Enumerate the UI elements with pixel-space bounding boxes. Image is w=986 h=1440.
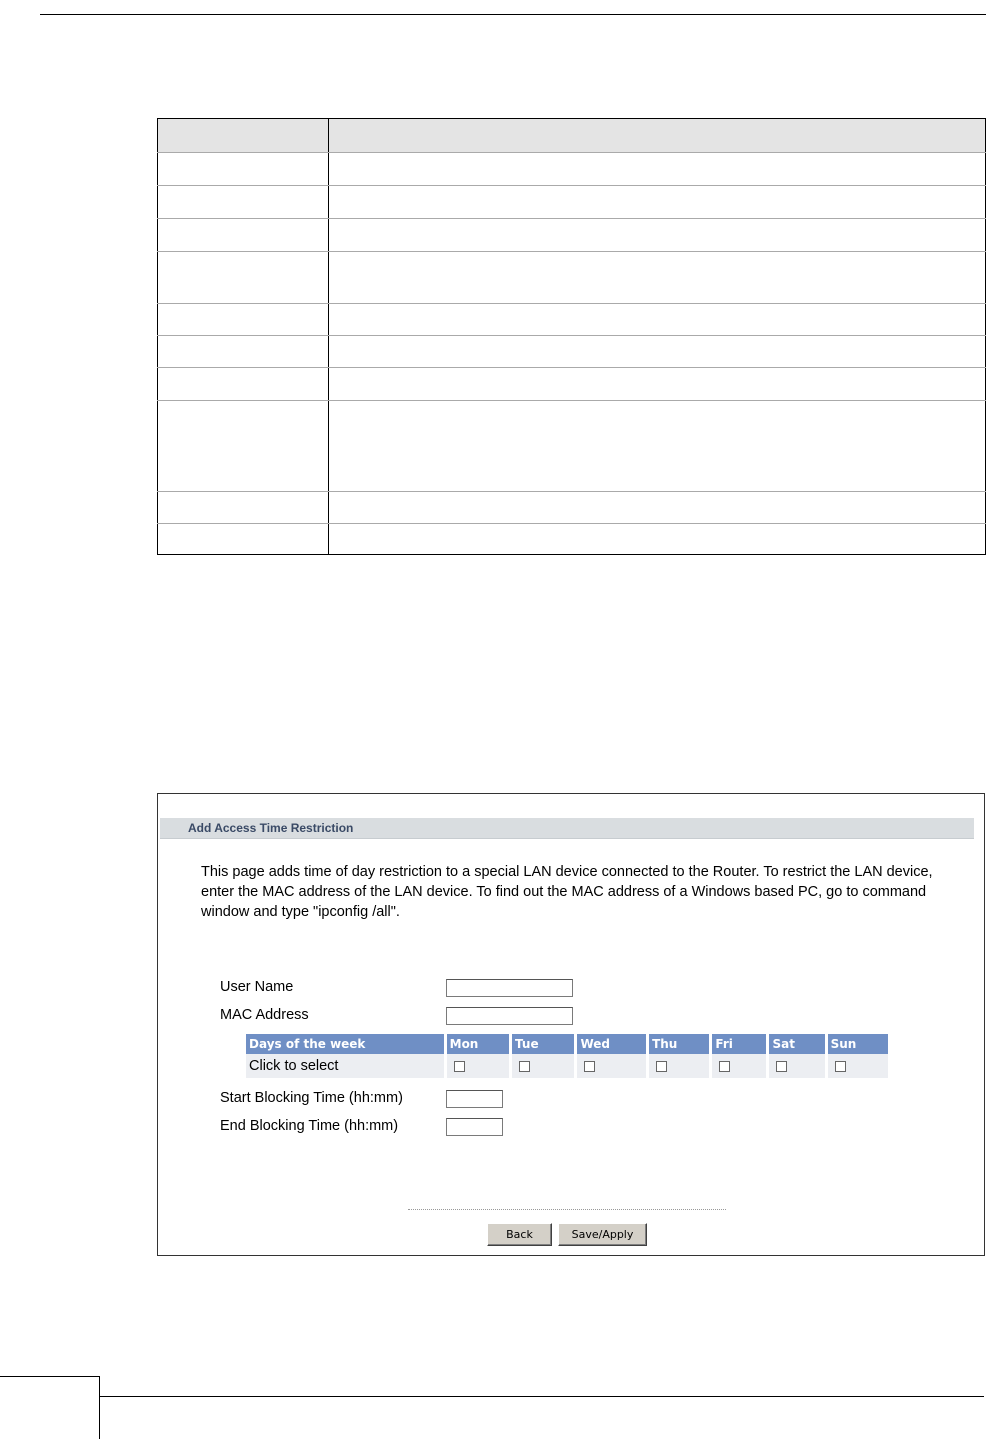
start-blocking-time-input[interactable] (446, 1090, 503, 1108)
table-row (158, 153, 986, 186)
checkbox-sun[interactable] (835, 1061, 846, 1072)
panel-title-bar (160, 818, 974, 839)
row-label (158, 368, 329, 401)
footer-rule (100, 1396, 984, 1397)
label-column-header (158, 119, 329, 153)
user-name-label: User Name (220, 979, 294, 995)
start-blocking-time-label: Start Blocking Time (hh:mm) (220, 1090, 403, 1106)
access-time-restriction-screenshot (157, 793, 985, 1256)
description-table (157, 118, 986, 555)
back-button[interactable]: Back (487, 1223, 552, 1246)
save-apply-button[interactable]: Save/Apply (558, 1223, 647, 1246)
page-number-box (0, 1376, 100, 1439)
mac-address-input[interactable] (446, 1007, 573, 1025)
day-header-fri: Fri (712, 1034, 766, 1054)
table-row (158, 252, 986, 304)
row-label (158, 336, 329, 368)
description-column-header (329, 119, 986, 153)
checkbox-fri[interactable] (719, 1061, 730, 1072)
row-description (329, 401, 986, 492)
end-blocking-time-input[interactable] (446, 1118, 503, 1136)
day-header-mon: Mon (447, 1034, 509, 1054)
checkbox-mon[interactable] (454, 1061, 465, 1072)
panel-title: Add Access Time Restriction (188, 821, 354, 835)
day-header-sun: Sun (828, 1034, 888, 1054)
table-row (158, 401, 986, 492)
row-label (158, 186, 329, 219)
checkbox-wed[interactable] (584, 1061, 595, 1072)
checkbox-tue[interactable] (519, 1061, 530, 1072)
table-row (158, 304, 986, 336)
table-row (158, 336, 986, 368)
row-description (329, 153, 986, 186)
row-label (158, 219, 329, 252)
row-description (329, 219, 986, 252)
end-blocking-time-label: End Blocking Time (hh:mm) (220, 1118, 399, 1134)
day-header-sat: Sat (769, 1034, 824, 1054)
day-header-tue: Tue (512, 1034, 574, 1054)
table-row (158, 186, 986, 219)
days-of-week-table (243, 1034, 891, 1078)
row-description (329, 368, 986, 401)
header-rule (40, 14, 986, 15)
row-description (329, 336, 986, 368)
row-description (329, 304, 986, 336)
checkbox-sat[interactable] (776, 1061, 787, 1072)
table-row (158, 524, 986, 555)
table-row (158, 368, 986, 401)
click-to-select-label: Click to select (246, 1054, 444, 1078)
row-label (158, 252, 329, 304)
button-divider (408, 1209, 726, 1210)
row-description (329, 524, 986, 555)
table-row (158, 492, 986, 524)
day-header-wed: Wed (577, 1034, 646, 1054)
row-label (158, 524, 329, 555)
mac-address-label: MAC Address (220, 1007, 309, 1023)
user-name-input[interactable] (446, 979, 573, 997)
row-description (329, 186, 986, 219)
day-header-thu: Thu (649, 1034, 709, 1054)
row-description (329, 252, 986, 304)
row-label (158, 492, 329, 524)
table-row (158, 219, 986, 252)
row-label (158, 401, 329, 492)
days-of-week-header: Days of the week (246, 1034, 444, 1054)
row-label (158, 304, 329, 336)
row-label (158, 153, 329, 186)
checkbox-thu[interactable] (656, 1061, 667, 1072)
row-description (329, 492, 986, 524)
table-header-row (158, 119, 986, 153)
intro-text: This page adds time of day restriction to a special LAN device connected to the Router. To restrict the LAN device, enter the MAC address of the LAN device. To find out the MAC address of a Windows based PC, go to command window and type "ipconfig /all". (201, 864, 933, 920)
